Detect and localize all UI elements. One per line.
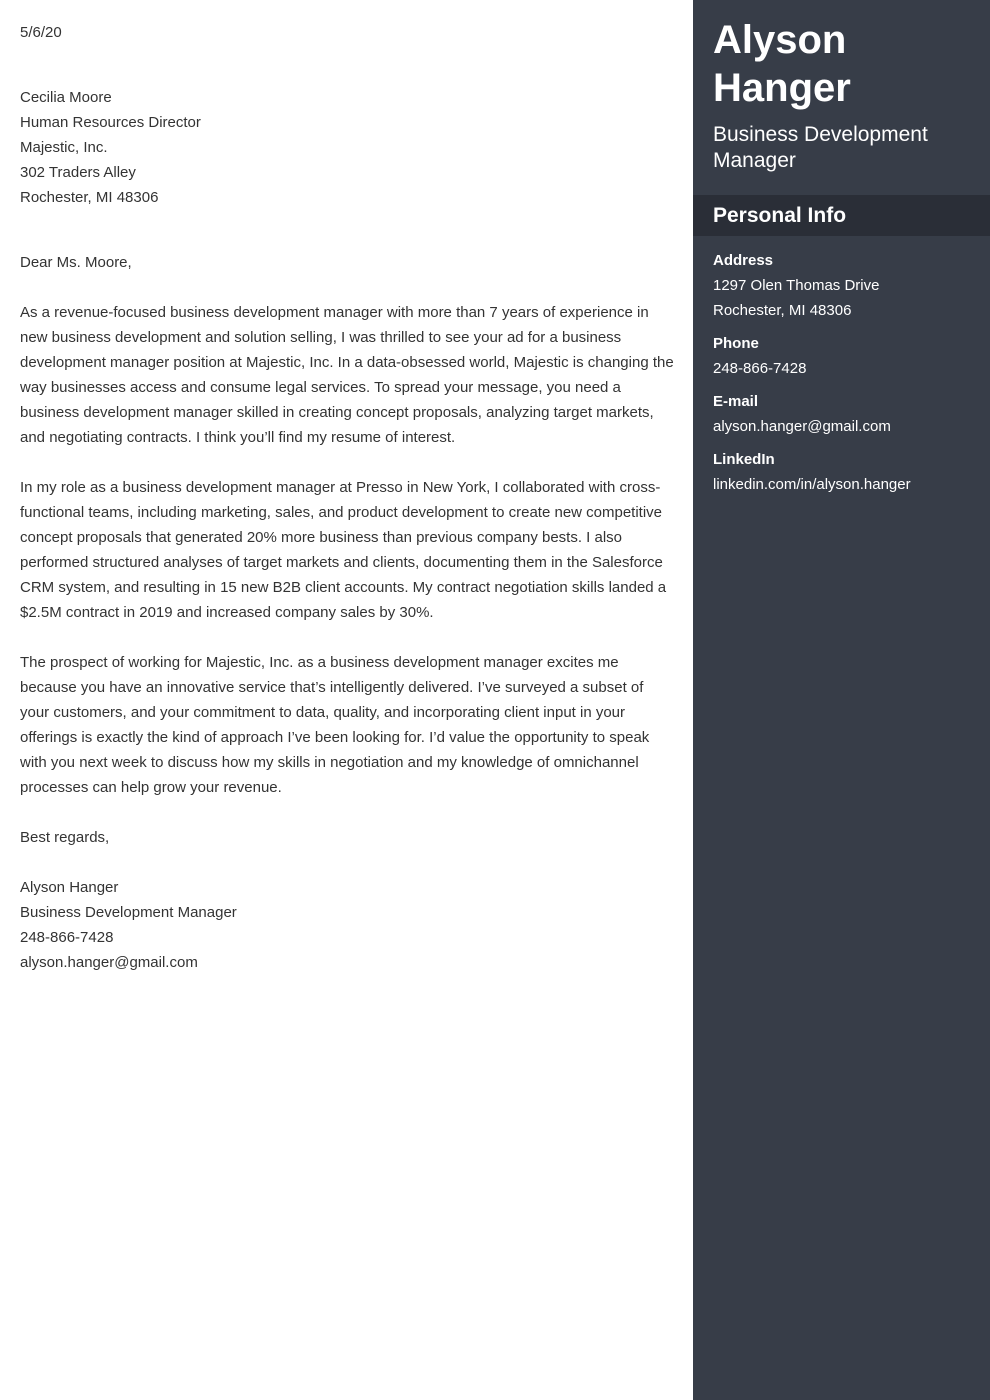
applicant-last-name: Hanger — [713, 66, 851, 110]
recipient-block — [20, 85, 673, 210]
personal-info — [693, 236, 990, 497]
signature-phone: 248-866-7428 — [20, 929, 114, 946]
sidebar — [693, 0, 990, 1400]
signature-block — [20, 875, 673, 975]
letter-date: 5/6/20 — [20, 24, 62, 41]
signature-title: Business Development Manager — [20, 904, 237, 921]
applicant-first-name: Alyson — [713, 18, 847, 62]
address-value — [713, 273, 970, 323]
recipient-company: Majestic, Inc. — [20, 139, 108, 156]
email-label: E-mail — [713, 393, 759, 410]
applicant-name — [713, 16, 970, 112]
body-paragraph-1: As a revenue-focused business development manager with more than 7 years of experience in new business development and solution selling, I was thrilled to see your ad for a business development manager position at Majestic, Inc. In a data-obsessed world, Majestic is changing the way businesses access and consume legal services. To spread your message, you need a business development manager skilled in creating concept proposals, analyzing target markets, and negotiating contracts. I think you’ll find my resume of interest. — [20, 304, 674, 446]
recipient-city: Rochester, MI 48306 — [20, 189, 159, 206]
greeting: Dear Ms. Moore, — [20, 254, 132, 271]
signature-email: alyson.hanger@gmail.com — [20, 954, 198, 971]
closing: Best regards, — [20, 829, 110, 846]
address-line-1: 1297 Olen Thomas Drive — [713, 277, 880, 294]
sidebar-header — [693, 0, 990, 174]
signature-name: Alyson Hanger — [20, 879, 119, 896]
personal-info-heading: Personal Info — [693, 195, 990, 236]
linkedin-value[interactable]: linkedin.com/in/alyson.hanger — [713, 476, 911, 493]
body-paragraph-3: The prospect of working for Majestic, Inc. as a business development manager excites me because you have an innovative service that’s intelligently delivered. I’ve surveyed a subset of your customers, and your commitment to data, quality, and incorporating client input in your offerings is exactly the kind of approach I’ve been looking for. I’d value the opportunity to speak with you next week to discuss how my skills in negotiation and my knowledge of omnichannel processes can help grow your revenue. — [20, 654, 650, 796]
recipient-name: Cecilia Moore — [20, 89, 112, 106]
address-line-2: Rochester, MI 48306 — [713, 302, 852, 319]
applicant-job-title: Business Development Manager — [713, 123, 928, 172]
phone-value: 248-866-7428 — [713, 360, 807, 377]
address-label: Address — [713, 252, 774, 269]
phone-label: Phone — [713, 335, 759, 352]
linkedin-label: LinkedIn — [713, 451, 775, 468]
email-value[interactable]: alyson.hanger@gmail.com — [713, 418, 891, 435]
recipient-street: 302 Traders Alley — [20, 164, 136, 181]
body-paragraph-2: In my role as a business development manager at Presso in New York, I collaborated with cross-functional teams, including marketing, sales, and product development to create new competitive concept proposals that generated 20% more business than previous company bests. I also performed structured analyses of target markets and clients, documenting them in the Salesforce CRM system, and resulting in 15 new B2B client accounts. My contract negotiation skills landed a $2.5M contract in 2019 and increased company sales by 30%. — [20, 479, 667, 621]
recipient-title: Human Resources Director — [20, 114, 201, 131]
